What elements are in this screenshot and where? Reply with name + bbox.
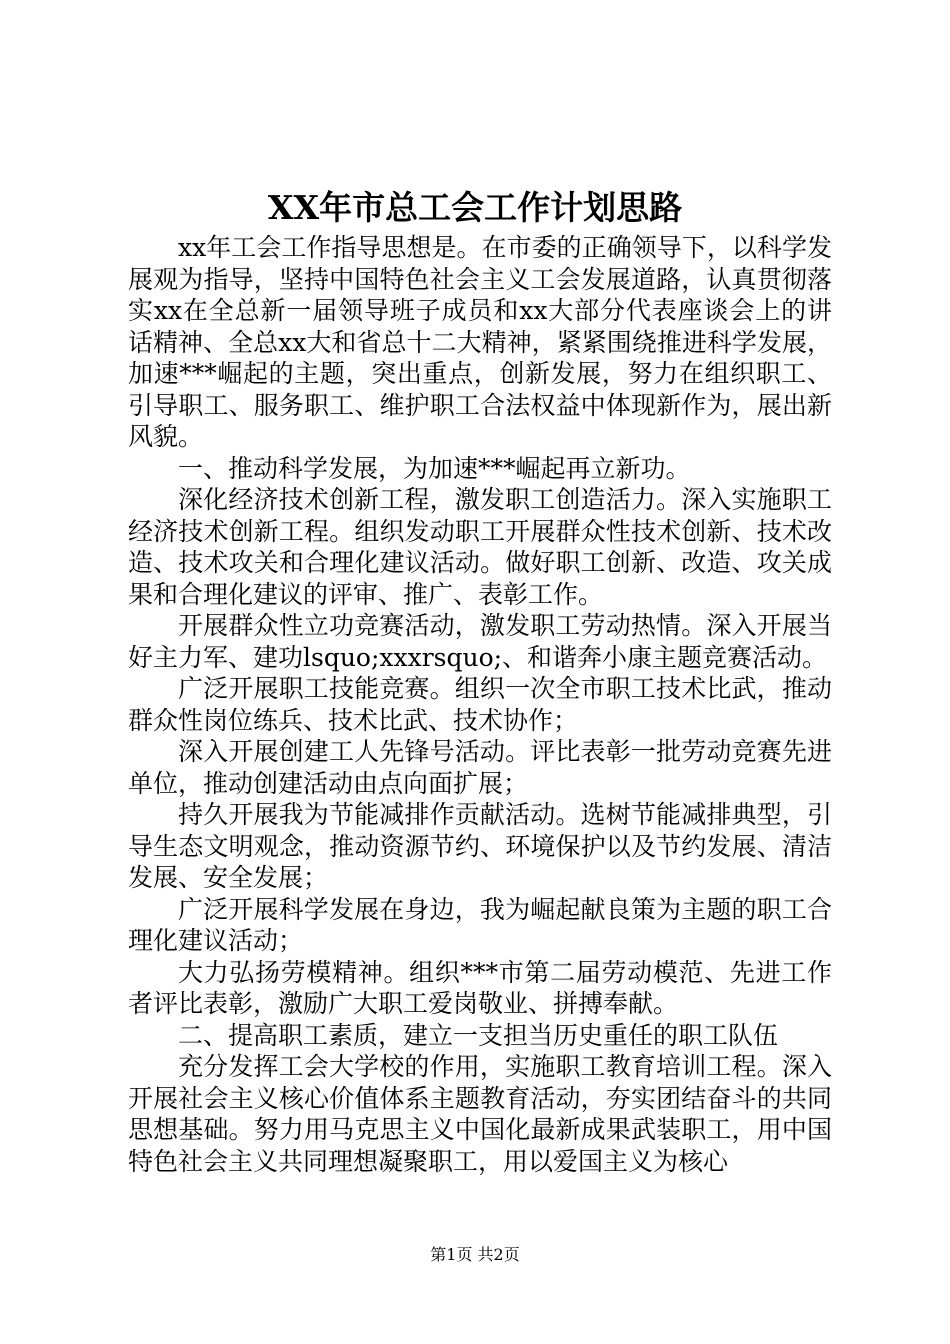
page-number-footer: 第1页 共2页 bbox=[430, 1245, 520, 1264]
document-body bbox=[128, 232, 832, 1177]
paragraph: 广泛开展职工技能竞赛。组织一次全市职工技术比武，推动群众性岗位练兵、技术比武、技术协作； bbox=[128, 674, 832, 735]
paragraph: 持久开展我为节能减排作贡献活动。选树节能减排典型，引导生态文明观念，推动资源节约、环境保护以及节约发展、清洁发展、安全发展； bbox=[128, 800, 832, 892]
document-title: XX年市总工会工作计划思路 bbox=[267, 188, 683, 227]
paragraph: 大力弘扬劳模精神。组织***市第二届劳动模范、先进工作者评比表彰，激励广大职工爱岗敬业、拼搏奉献。 bbox=[128, 957, 832, 1018]
paragraph: xx年工会工作指导思想是。在市委的正确领导下，以科学发展观为指导，坚持中国特色社会主义工会发展道路，认真贯彻落实xx在全总新一届领导班子成员和xx大部分代表座谈会上的讲话精神、全总xx大和省总十二大精神，紧紧围绕推进科学发展，加速***崛起的主题，突出重点，创新发展，努力在组织职工、引导职工、服务职工、维护职工合法权益中体现新作为，展出新风貌。 bbox=[128, 233, 832, 451]
paragraph: 深入开展创建工人先锋号活动。评比表彰一批劳动竞赛先进单位，推动创建活动由点向面扩展； bbox=[128, 737, 832, 798]
paragraph: 广泛开展科学发展在身边，我为崛起献良策为主题的职工合理化建议活动； bbox=[128, 894, 832, 955]
section-heading: 二、提高职工素质，建立一支担当历史重任的职工队伍 bbox=[178, 1020, 779, 1050]
paragraph: 开展群众性立功竞赛活动，激发职工劳动热情。深入开展当好主力军、建功lsquo;xxxrsquo;、和谐奔小康主题竞赛活动。 bbox=[128, 611, 832, 672]
paragraph: 深化经济技术创新工程，激发职工创造活力。深入实施职工经济技术创新工程。组织发动职工开展群众性技术创新、技术改造、技术攻关和合理化建议活动。做好职工创新、改造、攻关成果和合理化建议的评审、推广、表彰工作。 bbox=[128, 485, 832, 609]
paragraph: 充分发挥工会大学校的作用，实施职工教育培训工程。深入开展社会主义核心价值体系主题教育活动，夯实团结奋斗的共同思想基础。努力用马克思主义中国化最新成果武装职工，用中国特色社会主义共同理想凝聚职工，用以爱国主义为核心 bbox=[128, 1052, 832, 1176]
section-heading: 一、推动科学发展，为加速***崛起再立新功。 bbox=[178, 453, 691, 483]
